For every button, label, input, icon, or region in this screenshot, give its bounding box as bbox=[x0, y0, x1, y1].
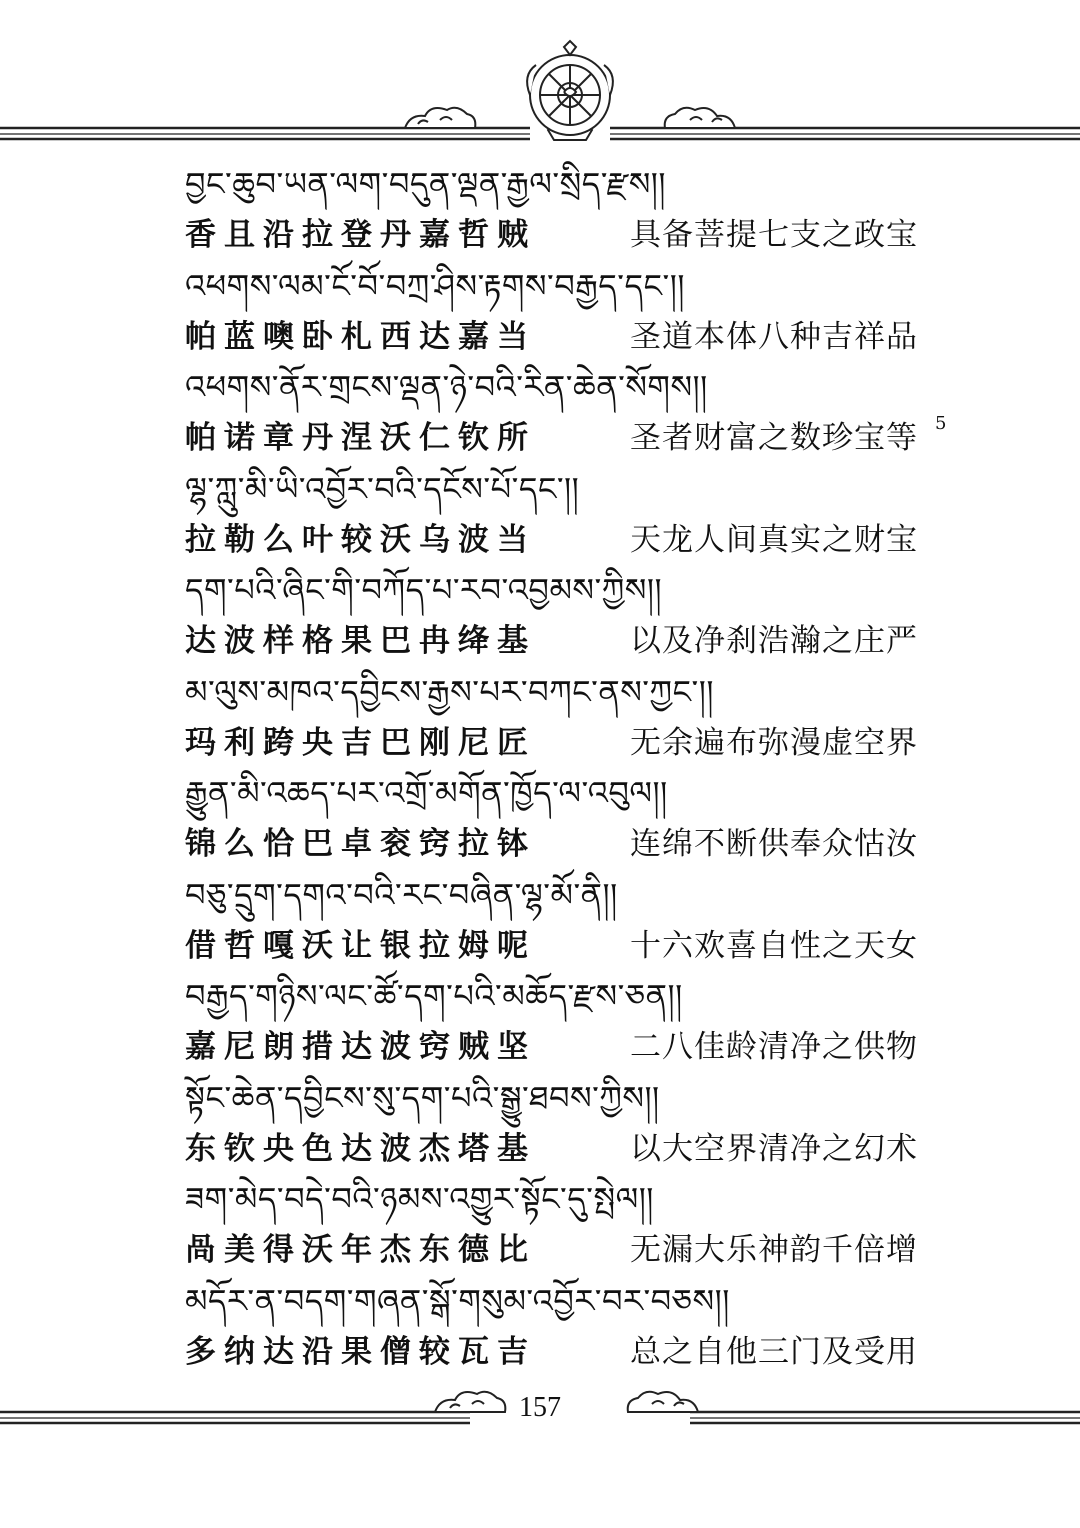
tibetan-line: རྒྱུན་མི་འཆད་པར་འགྲོ་མགོན་ཁྱོད་ལ་འབུལ།། bbox=[185, 774, 668, 812]
verse-body bbox=[185, 160, 945, 1378]
transliteration-line: 锦么恰巴卓衮窍拉钵 bbox=[185, 826, 536, 862]
transliteration-line: 玛利跨央吉巴刚尼匠 bbox=[185, 724, 536, 761]
verse-stanza bbox=[185, 668, 945, 770]
transliteration-line: 达波样格果巴冉绛基 bbox=[185, 623, 536, 659]
verse-stanza bbox=[185, 262, 945, 364]
translation-line: 十六欢喜自性之天女 bbox=[630, 927, 918, 964]
verse-stanza bbox=[185, 363, 945, 465]
translation-line: 以及净刹浩瀚之庄严 bbox=[630, 623, 918, 659]
transliteration-line: 多纳达沿果僧较瓦吉 bbox=[185, 1333, 536, 1370]
header-rule-right bbox=[610, 128, 1080, 139]
verse-stanza bbox=[185, 972, 945, 1074]
transliteration-line: 嘉尼朗措达波窍贼坚 bbox=[185, 1029, 536, 1065]
transliteration-line: 香且沿拉登丹嘉哲贼 bbox=[185, 217, 536, 253]
page-number: 157 bbox=[519, 1392, 561, 1423]
translation-line: 总之自他三门及受用 bbox=[630, 1333, 918, 1370]
transliteration-line: 拉勒么叶较沃乌波当 bbox=[185, 521, 536, 558]
tibetan-line: བཅུ་དྲུག་དགའ་བའི་རང་བཞིན་ལྷ་མོ་ནི།། bbox=[185, 875, 618, 914]
footnote-marker: 5 bbox=[935, 413, 947, 434]
translation-line: 连绵不断供奉众怙汝 bbox=[630, 826, 918, 862]
verse-stanza bbox=[185, 1277, 945, 1379]
transliteration-line: 咼美得沃年杰东德比 bbox=[185, 1232, 536, 1268]
transliteration-line: 帕诺章丹涅沃仁钦所 bbox=[185, 420, 536, 456]
transliteration-line: 借哲嘎沃让银拉姆呢 bbox=[185, 927, 536, 964]
translation-line: 圣者财富之数珍宝等 bbox=[630, 420, 918, 456]
header-ornament bbox=[0, 0, 1080, 160]
translation-line: 圣道本体八种吉祥品 bbox=[630, 318, 918, 355]
tibetan-line: འཕགས་ནོར་གྲངས་ལྡན་ཉེ་བའི་རིན་ཆེན་སོགས།། bbox=[185, 368, 708, 406]
translation-line: 以大空界清净之幻术 bbox=[630, 1130, 918, 1167]
header-rule-left bbox=[0, 128, 530, 139]
verse-stanza bbox=[185, 566, 945, 668]
verse-stanza bbox=[185, 465, 945, 567]
tibetan-line: བརྒྱད་གཉིས་ལང་ཚོ་དག་པའི་མཆོད་རྫས་ཅན།། bbox=[185, 977, 683, 1015]
verse-stanza bbox=[185, 769, 945, 871]
verse-stanza bbox=[185, 160, 945, 262]
tibetan-line: སྟོང་ཆེན་དབྱིངས་སུ་དག་པའི་སྒྱུ་ཐབས་ཀྱིས།། bbox=[185, 1078, 660, 1117]
verse-stanza bbox=[185, 1175, 945, 1277]
tibetan-line: འཕགས་ལམ་ངོ་བོ་བཀྲ་ཤིས་རྟགས་བརྒྱད་དང་།། bbox=[185, 266, 685, 305]
translation-line: 天龙人间真实之财宝 bbox=[630, 521, 918, 558]
translation-line: 二八佳龄清净之供物 bbox=[630, 1029, 918, 1065]
tibetan-line: ཟག་མེད་བདེ་བའི་ཉམས་འགྱུར་སྟོང་དུ་སྤེལ།། bbox=[185, 1180, 654, 1218]
translation-line: 具备菩提七支之政宝 bbox=[630, 217, 918, 253]
cloud-scroll-icon bbox=[665, 108, 735, 128]
transliteration-line: 东钦央色达波杰塔基 bbox=[185, 1130, 536, 1167]
tibetan-line: བྱང་ཆུབ་ཡན་ལག་བདུན་ལྡན་རྒྱལ་སྲིད་རྫས།། bbox=[185, 165, 666, 203]
tibetan-line: དག་པའི་ཞིང་གི་བཀོད་པ་རབ་འབྱམས་ཀྱིས།། bbox=[185, 571, 663, 609]
translation-line: 无余遍布弥漫虚空界 bbox=[630, 724, 918, 761]
cloud-scroll-icon bbox=[405, 108, 475, 128]
transliteration-line: 帕蓝噢卧札西达嘉当 bbox=[185, 318, 536, 355]
translation-line: 无漏大乐神韵千倍增 bbox=[630, 1232, 918, 1268]
verse-stanza bbox=[185, 1074, 945, 1176]
tibetan-line: མ་ལུས་མཁའ་དབྱིངས་རྒྱས་པར་བཀང་ནས་ཀྱང་།། bbox=[185, 672, 714, 711]
tibetan-line: མདོར་ན་བདག་གཞན་སྒོ་གསུམ་འབྱོར་བར་བཅས།། bbox=[185, 1281, 730, 1320]
dharma-wheel-icon bbox=[527, 41, 613, 140]
tibetan-line: ལྷ་ཀླུ་མི་ཡི་འབྱོར་བའི་དངོས་པོ་དང་།། bbox=[185, 469, 580, 508]
verse-stanza bbox=[185, 871, 945, 973]
